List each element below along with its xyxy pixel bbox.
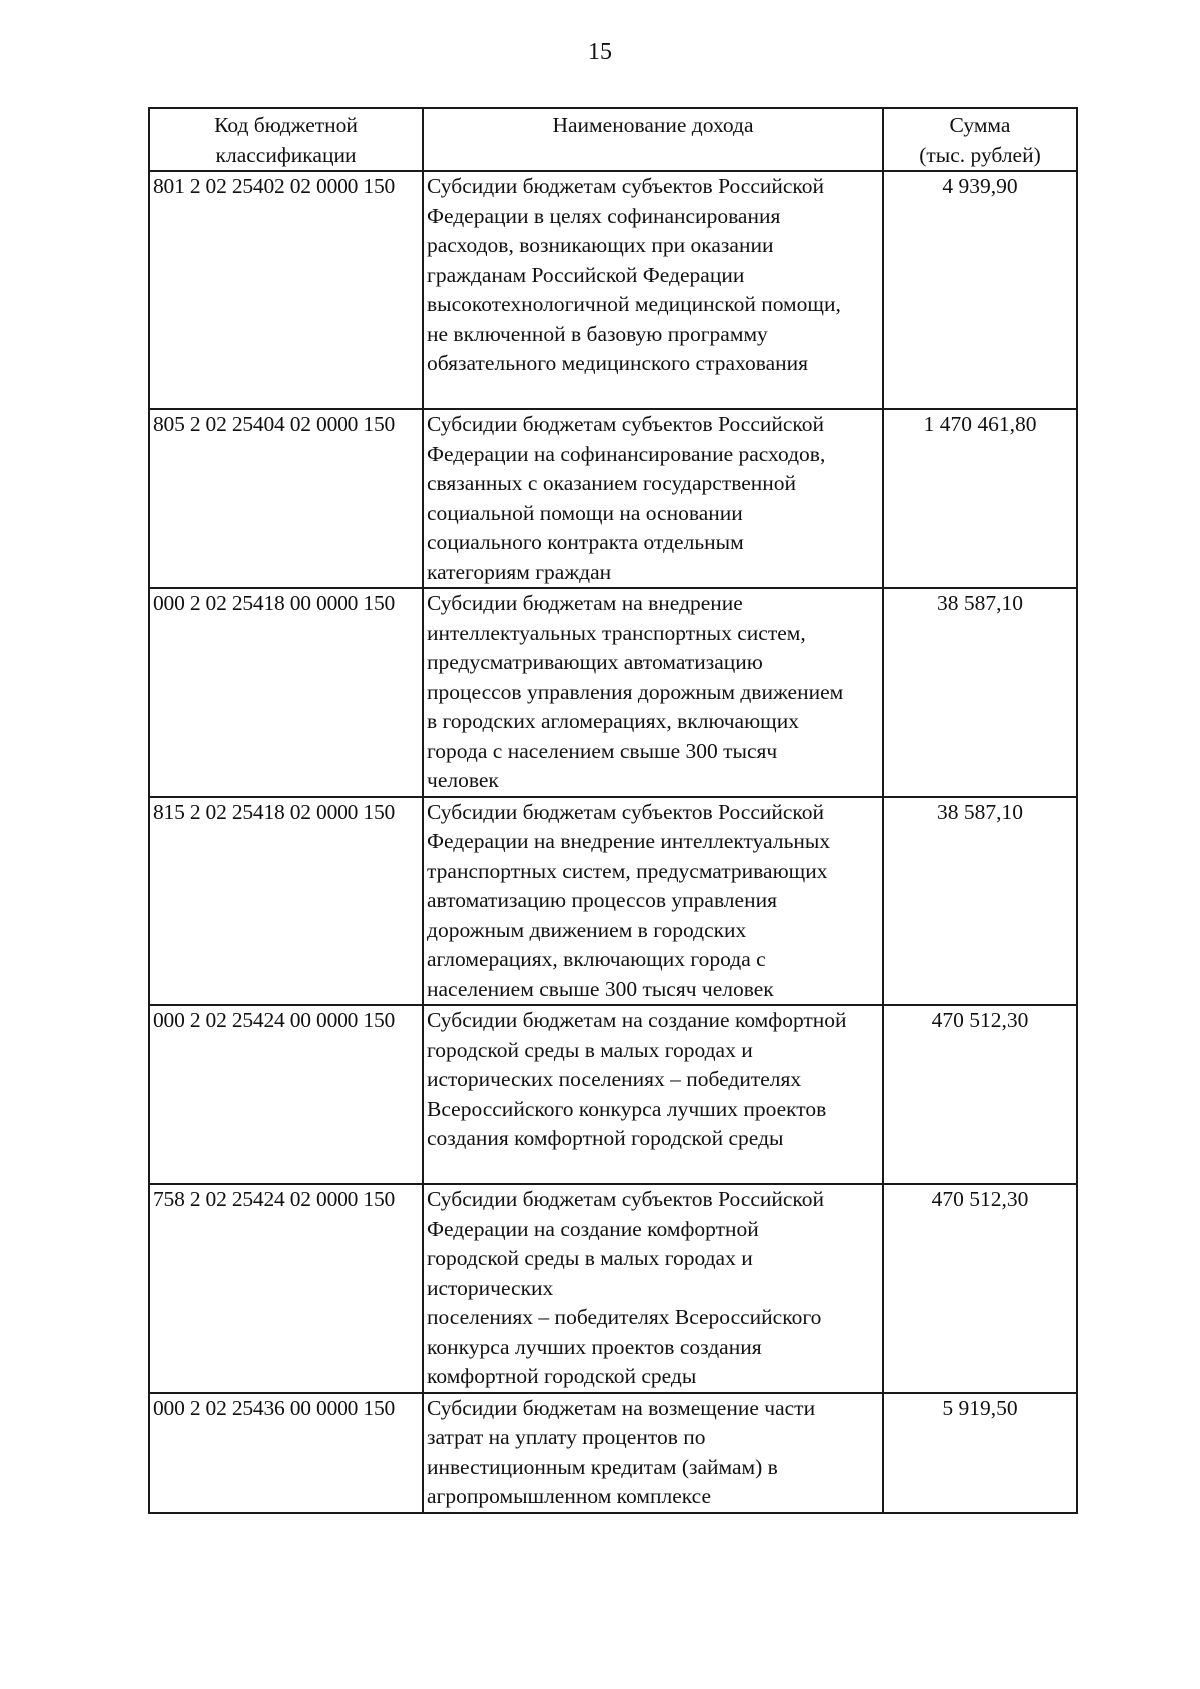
row-name-line: затрат на уплату процентов по — [427, 1425, 706, 1449]
row-code: 000 2 02 25424 00 0000 150 — [149, 1005, 423, 1184]
row-name-line: Субсидии бюджетам субъектов Российской — [427, 1187, 825, 1211]
table-row — [149, 1184, 1077, 1393]
row-name-line: социальной помощи на основании — [427, 500, 743, 525]
row-name-line: Всероссийского конкурса лучших проектов — [427, 1096, 827, 1121]
row-name — [423, 171, 883, 409]
row-name-line: исторических поселениях – победителях — [427, 1067, 802, 1091]
row-code: 801 2 02 25402 02 0000 150 — [149, 171, 423, 409]
row-code: 000 2 02 25418 00 0000 150 — [149, 588, 423, 797]
row-name-line: в городских агломерациях, включающих — [427, 709, 799, 733]
row-name-line: гражданам Российской Федерации — [427, 262, 745, 287]
budget-table — [148, 107, 1078, 1514]
header-code-line: классификации — [215, 142, 357, 167]
row-name-line: процессов управления дорожным движением — [427, 679, 844, 704]
row-name-line: города с населением свыше 300 тысяч — [427, 738, 778, 763]
row-name-line: агломерациях, включающих города с — [427, 947, 766, 971]
row-name — [423, 797, 883, 1006]
row-name-line: поселениях – победителях Всероссийского — [427, 1305, 822, 1329]
row-sum: 5 919,50 — [883, 1393, 1077, 1513]
row-name-line: высокотехнологичной медицинской помощи, — [427, 292, 841, 316]
row-name-line: исторических — [427, 1275, 554, 1300]
row-name-line: человек — [427, 768, 499, 792]
row-name-line: Субсидии бюджетам субъектов Российской — [427, 799, 825, 824]
row-name-line: Федерации на создание комфортной — [427, 1216, 759, 1241]
row-name — [423, 409, 883, 588]
row-name-line: Субсидии бюджетам на возмещение части — [427, 1395, 816, 1420]
row-sum: 470 512,30 — [883, 1184, 1077, 1393]
table-row — [149, 171, 1077, 409]
table-row — [149, 1005, 1077, 1184]
row-name-line: Федерации на софинансирование расходов, — [427, 441, 826, 466]
row-name-line: Федерации в целях софинансирования — [427, 203, 781, 228]
row-name — [423, 1184, 883, 1393]
row-code: 000 2 02 25436 00 0000 150 — [149, 1393, 423, 1513]
header-sum — [883, 108, 1077, 171]
header-row — [149, 108, 1077, 171]
page-number: 15 — [588, 39, 612, 65]
row-name — [423, 588, 883, 797]
row-name-line: дорожным движением в городских — [427, 917, 747, 942]
row-name-line: не включенной в базовую программу — [427, 321, 768, 346]
header-sum-line: Сумма — [949, 113, 1011, 137]
row-name-line: категориям граждан — [427, 559, 612, 584]
row-sum: 1 470 461,80 — [883, 409, 1077, 588]
row-name-line: интеллектуальных транспортных систем, — [427, 620, 806, 645]
row-name-line: городской среды в малых городах и — [427, 1246, 753, 1270]
table-header — [149, 108, 1077, 171]
row-name-line: Федерации на внедрение интеллектуальных — [427, 829, 831, 853]
row-name-line: населением свыше 300 тысяч человек — [427, 976, 774, 1001]
row-name-line: конкурса лучших проектов создания — [427, 1334, 762, 1359]
header-sum-line: (тыс. рублей) — [919, 142, 1041, 167]
row-code: 805 2 02 25404 02 0000 150 — [149, 409, 423, 588]
table-body — [149, 171, 1077, 1513]
row-name-line: комфортной городской среды — [427, 1364, 697, 1388]
row-name-line: расходов, возникающих при оказании — [427, 233, 774, 257]
row-spacer — [427, 379, 879, 409]
row-code: 758 2 02 25424 02 0000 150 — [149, 1184, 423, 1393]
header-code-line: Код бюджетной — [214, 113, 358, 137]
table-row — [149, 1393, 1077, 1513]
row-name-line: связанных с оказанием государственной — [427, 471, 797, 495]
header-code — [149, 108, 423, 171]
row-name-line: Субсидии бюджетам на внедрение — [427, 591, 743, 615]
row-name-line: агропромышленном комплексе — [427, 1484, 712, 1508]
row-sum: 4 939,90 — [883, 171, 1077, 409]
row-name-line: предусматривающих автоматизацию — [427, 650, 763, 674]
row-name-line: социального контракта отдельным — [427, 530, 744, 554]
row-sum: 38 587,10 — [883, 797, 1077, 1006]
table-row — [149, 797, 1077, 1006]
row-name-line: обязательного медицинского страхования — [427, 351, 809, 375]
row-name-line: создания комфортной городской среды — [427, 1126, 784, 1150]
row-sum: 470 512,30 — [883, 1005, 1077, 1184]
row-name-line: Субсидии бюджетам субъектов Российской — [427, 174, 825, 198]
row-name — [423, 1005, 883, 1184]
row-name-line: транспортных систем, предусматривающих — [427, 858, 828, 883]
row-name-line: инвестиционным кредитам (займам) в — [427, 1454, 778, 1479]
row-name-line: автоматизацию процессов управления — [427, 888, 777, 912]
row-name — [423, 1393, 883, 1513]
table-row — [149, 409, 1077, 588]
row-name-line: городской среды в малых городах и — [427, 1037, 753, 1062]
header-name-line: Наименование дохода — [552, 113, 754, 137]
row-name-line: Субсидии бюджетам на создание комфортной — [427, 1008, 847, 1032]
row-sum: 38 587,10 — [883, 588, 1077, 797]
row-code: 815 2 02 25418 02 0000 150 — [149, 797, 423, 1006]
row-spacer — [427, 1154, 879, 1184]
table-row — [149, 588, 1077, 797]
header-name — [423, 108, 883, 171]
row-name-line: Субсидии бюджетам субъектов Российской — [427, 412, 825, 436]
